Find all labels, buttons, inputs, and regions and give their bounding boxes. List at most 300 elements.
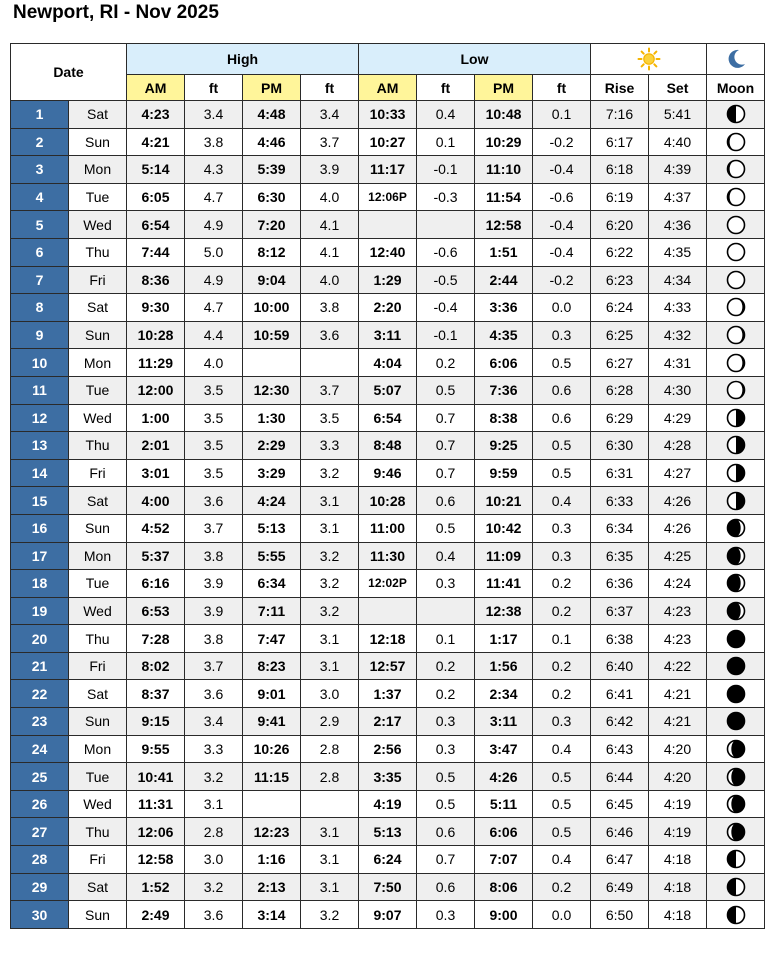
high-am-height: 3.2 xyxy=(185,763,243,791)
table-row xyxy=(11,818,765,846)
sunrise: 6:49 xyxy=(591,873,649,901)
high-am-ft-header: ft xyxy=(185,75,243,101)
moon-full-icon xyxy=(726,242,746,262)
high-pm-height: 3.3 xyxy=(301,432,359,460)
sunset: 4:20 xyxy=(649,735,707,763)
high-pm-height: 3.1 xyxy=(301,818,359,846)
low-pm-time: 9:59 xyxy=(475,459,533,487)
high-pm-height: 3.1 xyxy=(301,652,359,680)
high-am-time: 6:53 xyxy=(127,597,185,625)
sunset: 4:18 xyxy=(649,873,707,901)
low-am-height: 0.1 xyxy=(417,625,475,653)
table-row xyxy=(11,211,765,239)
low-pm-time: 9:00 xyxy=(475,901,533,929)
low-header: Low xyxy=(359,44,591,75)
high-pm-time: 5:55 xyxy=(243,542,301,570)
moon-waxing-crescent-icon xyxy=(726,794,746,814)
low-pm-height: 0.5 xyxy=(533,763,591,791)
low-am-time: 3:35 xyxy=(359,763,417,791)
low-am-time: 8:48 xyxy=(359,432,417,460)
sunrise: 6:22 xyxy=(591,238,649,266)
high-am-header: AM xyxy=(127,75,185,101)
date-number: 8 xyxy=(11,294,69,322)
low-pm-height: 0.5 xyxy=(533,818,591,846)
weekday: Sat xyxy=(69,101,127,129)
low-pm-time: 11:54 xyxy=(475,183,533,211)
moon-waning-crescent-icon xyxy=(726,573,746,593)
sunrise: 6:47 xyxy=(591,846,649,874)
sunset: 4:33 xyxy=(649,294,707,322)
sunrise: 6:38 xyxy=(591,625,649,653)
high-pm-height: 3.2 xyxy=(301,570,359,598)
low-am-height: 0.7 xyxy=(417,846,475,874)
sunrise: 6:17 xyxy=(591,128,649,156)
high-pm-height: 3.2 xyxy=(301,459,359,487)
sunrise: 6:35 xyxy=(591,542,649,570)
low-am-height: -0.6 xyxy=(417,238,475,266)
high-am-height: 3.4 xyxy=(185,101,243,129)
high-am-time: 6:05 xyxy=(127,183,185,211)
high-am-time: 4:00 xyxy=(127,487,185,515)
high-pm-time: 2:29 xyxy=(243,432,301,460)
high-am-height: 3.5 xyxy=(185,376,243,404)
low-pm-time: 1:17 xyxy=(475,625,533,653)
sunset: 4:18 xyxy=(649,846,707,874)
date-number: 22 xyxy=(11,680,69,708)
moon-waxing-crescent-icon xyxy=(726,739,746,759)
high-am-height: 3.4 xyxy=(185,708,243,736)
crescent-moon-icon xyxy=(725,48,747,70)
high-pm-height: 4.1 xyxy=(301,238,359,266)
sunset: 4:28 xyxy=(649,432,707,460)
high-am-time: 7:44 xyxy=(127,238,185,266)
table-row xyxy=(11,735,765,763)
low-am-height: 0.3 xyxy=(417,735,475,763)
high-am-time: 11:31 xyxy=(127,790,185,818)
high-pm-time: 5:39 xyxy=(243,156,301,184)
high-pm-time: 4:46 xyxy=(243,128,301,156)
high-am-time: 5:14 xyxy=(127,156,185,184)
weekday: Thu xyxy=(69,238,127,266)
weekday: Wed xyxy=(69,211,127,239)
sunrise: 6:50 xyxy=(591,901,649,929)
low-pm-height: -0.2 xyxy=(533,128,591,156)
low-pm-height: 0.3 xyxy=(533,321,591,349)
sunset: 5:41 xyxy=(649,101,707,129)
date-number: 26 xyxy=(11,790,69,818)
low-pm-time: 10:42 xyxy=(475,514,533,542)
date-number: 17 xyxy=(11,542,69,570)
low-pm-time: 1:56 xyxy=(475,652,533,680)
sunrise: 6:20 xyxy=(591,211,649,239)
high-pm-height: 3.4 xyxy=(301,101,359,129)
high-am-height: 3.5 xyxy=(185,404,243,432)
high-am-time: 1:52 xyxy=(127,873,185,901)
high-pm-height: 3.9 xyxy=(301,156,359,184)
moon-phase xyxy=(707,238,765,266)
high-pm-time: 10:26 xyxy=(243,735,301,763)
low-am-time xyxy=(359,211,417,239)
low-am-time: 11:00 xyxy=(359,514,417,542)
weekday: Sun xyxy=(69,321,127,349)
sunset: 4:23 xyxy=(649,597,707,625)
moon-waning-crescent-icon xyxy=(726,601,746,621)
high-am-time: 10:41 xyxy=(127,763,185,791)
sunrise: 6:44 xyxy=(591,763,649,791)
weekday: Sun xyxy=(69,514,127,542)
high-pm-time: 8:12 xyxy=(243,238,301,266)
low-am-height: 0.5 xyxy=(417,376,475,404)
sunrise: 6:40 xyxy=(591,652,649,680)
date-number: 28 xyxy=(11,846,69,874)
low-pm-height: 0.0 xyxy=(533,901,591,929)
low-pm-time: 12:58 xyxy=(475,211,533,239)
low-am-height: 0.3 xyxy=(417,901,475,929)
date-number: 24 xyxy=(11,735,69,763)
high-pm-height: 2.8 xyxy=(301,735,359,763)
high-am-height: 3.3 xyxy=(185,735,243,763)
table-row xyxy=(11,625,765,653)
weekday: Tue xyxy=(69,183,127,211)
weekday: Mon xyxy=(69,349,127,377)
date-number: 12 xyxy=(11,404,69,432)
weekday: Tue xyxy=(69,376,127,404)
high-am-time: 1:00 xyxy=(127,404,185,432)
table-row xyxy=(11,459,765,487)
high-am-height: 3.1 xyxy=(185,790,243,818)
low-pm-time: 9:25 xyxy=(475,432,533,460)
low-pm-height: 0.4 xyxy=(533,487,591,515)
low-pm-time: 8:06 xyxy=(475,873,533,901)
high-am-time: 2:01 xyxy=(127,432,185,460)
low-pm-time: 12:38 xyxy=(475,597,533,625)
high-am-time: 12:00 xyxy=(127,376,185,404)
moon-new-icon xyxy=(726,684,746,704)
sunrise: 6:18 xyxy=(591,156,649,184)
moon-phase xyxy=(707,156,765,184)
high-pm-time: 9:04 xyxy=(243,266,301,294)
low-pm-height: 0.5 xyxy=(533,432,591,460)
sunset: 4:18 xyxy=(649,901,707,929)
moon-phase xyxy=(707,625,765,653)
table-row xyxy=(11,266,765,294)
date-number: 21 xyxy=(11,652,69,680)
moon-phase xyxy=(707,294,765,322)
high-am-time: 6:54 xyxy=(127,211,185,239)
low-am-height: 0.5 xyxy=(417,763,475,791)
moon-waxing-gibbous-icon xyxy=(726,159,746,179)
low-am-height: 0.5 xyxy=(417,514,475,542)
high-am-height: 3.9 xyxy=(185,570,243,598)
low-am-height: 0.4 xyxy=(417,101,475,129)
low-pm-time: 2:34 xyxy=(475,680,533,708)
low-pm-header: PM xyxy=(475,75,533,101)
set-header: Set xyxy=(649,75,707,101)
low-am-time: 10:27 xyxy=(359,128,417,156)
high-pm-time: 1:30 xyxy=(243,404,301,432)
weekday: Sun xyxy=(69,901,127,929)
date-number: 20 xyxy=(11,625,69,653)
high-pm-time: 12:30 xyxy=(243,376,301,404)
table-row xyxy=(11,763,765,791)
high-am-height: 3.7 xyxy=(185,652,243,680)
low-pm-time: 11:10 xyxy=(475,156,533,184)
high-pm-time: 9:41 xyxy=(243,708,301,736)
low-am-time: 11:17 xyxy=(359,156,417,184)
sunset: 4:35 xyxy=(649,238,707,266)
high-am-height: 3.5 xyxy=(185,459,243,487)
low-am-time: 7:50 xyxy=(359,873,417,901)
low-am-height: 0.3 xyxy=(417,708,475,736)
high-am-height: 3.0 xyxy=(185,846,243,874)
weekday: Mon xyxy=(69,735,127,763)
low-am-time: 11:30 xyxy=(359,542,417,570)
low-am-height: 0.1 xyxy=(417,128,475,156)
high-pm-height xyxy=(301,349,359,377)
high-pm-height: 3.1 xyxy=(301,846,359,874)
high-pm-time: 3:14 xyxy=(243,901,301,929)
high-am-time: 3:01 xyxy=(127,459,185,487)
low-am-height: 0.4 xyxy=(417,542,475,570)
high-am-height: 4.9 xyxy=(185,266,243,294)
high-am-time: 4:21 xyxy=(127,128,185,156)
table-row xyxy=(11,349,765,377)
table-row xyxy=(11,376,765,404)
sunset: 4:21 xyxy=(649,708,707,736)
low-pm-height: 0.2 xyxy=(533,680,591,708)
sunrise: 6:25 xyxy=(591,321,649,349)
low-pm-time: 6:06 xyxy=(475,818,533,846)
sun-icon xyxy=(637,47,661,71)
low-am-height: 0.6 xyxy=(417,487,475,515)
low-pm-height: 0.6 xyxy=(533,376,591,404)
high-pm-height: 3.1 xyxy=(301,514,359,542)
sunset: 4:24 xyxy=(649,570,707,598)
moon-phase xyxy=(707,128,765,156)
high-pm-height: 2.8 xyxy=(301,763,359,791)
sunrise: 6:19 xyxy=(591,183,649,211)
sunset: 4:31 xyxy=(649,349,707,377)
moon-full-icon xyxy=(726,215,746,235)
low-pm-height: 0.4 xyxy=(533,846,591,874)
moon-phase xyxy=(707,680,765,708)
moon-new-icon xyxy=(726,629,746,649)
high-am-height: 3.9 xyxy=(185,597,243,625)
high-am-height: 3.5 xyxy=(185,432,243,460)
moon-new-icon xyxy=(726,656,746,676)
low-pm-height: -0.6 xyxy=(533,183,591,211)
high-pm-time: 9:01 xyxy=(243,680,301,708)
high-pm-time: 10:59 xyxy=(243,321,301,349)
sunset: 4:40 xyxy=(649,128,707,156)
low-am-height: 0.2 xyxy=(417,680,475,708)
tide-rows xyxy=(11,101,765,929)
low-am-height: 0.7 xyxy=(417,459,475,487)
low-pm-height: -0.4 xyxy=(533,211,591,239)
low-pm-height: 0.5 xyxy=(533,459,591,487)
low-am-time: 12:57 xyxy=(359,652,417,680)
sunset: 4:22 xyxy=(649,652,707,680)
table-row xyxy=(11,514,765,542)
sunset: 4:30 xyxy=(649,376,707,404)
moon-phase xyxy=(707,846,765,874)
table-row xyxy=(11,873,765,901)
high-pm-time xyxy=(243,790,301,818)
high-am-height: 3.6 xyxy=(185,680,243,708)
low-am-time: 1:37 xyxy=(359,680,417,708)
high-am-time: 9:30 xyxy=(127,294,185,322)
high-pm-ft-header: ft xyxy=(301,75,359,101)
high-am-height: 3.7 xyxy=(185,514,243,542)
moon-waning-gibbous-icon xyxy=(726,325,746,345)
table-row xyxy=(11,487,765,515)
date-number: 16 xyxy=(11,514,69,542)
sunrise: 6:46 xyxy=(591,818,649,846)
weekday: Thu xyxy=(69,625,127,653)
high-pm-time: 6:34 xyxy=(243,570,301,598)
sunrise: 6:28 xyxy=(591,376,649,404)
moon-phase xyxy=(707,873,765,901)
table-row xyxy=(11,101,765,129)
low-pm-ft-header: ft xyxy=(533,75,591,101)
low-pm-height: 0.3 xyxy=(533,514,591,542)
low-pm-time: 10:48 xyxy=(475,101,533,129)
sun-header xyxy=(591,44,707,75)
moon-phase xyxy=(707,901,765,929)
low-pm-time: 11:41 xyxy=(475,570,533,598)
low-am-time: 1:29 xyxy=(359,266,417,294)
high-am-time: 12:06 xyxy=(127,818,185,846)
low-am-time: 9:07 xyxy=(359,901,417,929)
low-pm-time: 10:29 xyxy=(475,128,533,156)
high-pm-time: 4:24 xyxy=(243,487,301,515)
high-am-height: 2.8 xyxy=(185,818,243,846)
date-number: 4 xyxy=(11,183,69,211)
high-am-height: 4.7 xyxy=(185,294,243,322)
high-am-height: 3.8 xyxy=(185,128,243,156)
sunrise: 6:36 xyxy=(591,570,649,598)
high-am-time: 8:02 xyxy=(127,652,185,680)
low-am-time: 12:18 xyxy=(359,625,417,653)
sunrise: 6:34 xyxy=(591,514,649,542)
moon-phase xyxy=(707,570,765,598)
moon-phase xyxy=(707,763,765,791)
weekday: Tue xyxy=(69,570,127,598)
table-row xyxy=(11,652,765,680)
high-pm-time: 5:13 xyxy=(243,514,301,542)
weekday: Mon xyxy=(69,156,127,184)
moon-phase xyxy=(707,404,765,432)
low-am-height: 0.6 xyxy=(417,818,475,846)
table-row xyxy=(11,901,765,929)
high-am-height: 3.8 xyxy=(185,625,243,653)
low-am-header: AM xyxy=(359,75,417,101)
high-pm-height: 3.1 xyxy=(301,487,359,515)
sunrise: 6:27 xyxy=(591,349,649,377)
low-am-time: 6:54 xyxy=(359,404,417,432)
low-pm-time: 4:26 xyxy=(475,763,533,791)
low-pm-height: 0.2 xyxy=(533,873,591,901)
table-row xyxy=(11,790,765,818)
moon-first-quarter-icon xyxy=(726,905,746,925)
moon-waning-crescent-icon xyxy=(726,518,746,538)
moon-last-quarter-icon xyxy=(726,491,746,511)
low-pm-time: 3:11 xyxy=(475,708,533,736)
date-number: 6 xyxy=(11,238,69,266)
low-pm-height: 0.4 xyxy=(533,735,591,763)
date-number: 29 xyxy=(11,873,69,901)
date-number: 2 xyxy=(11,128,69,156)
low-am-time: 10:33 xyxy=(359,101,417,129)
date-number: 5 xyxy=(11,211,69,239)
table-row xyxy=(11,597,765,625)
date-number: 18 xyxy=(11,570,69,598)
low-pm-height: 0.0 xyxy=(533,294,591,322)
high-am-height: 3.8 xyxy=(185,542,243,570)
moon-phase xyxy=(707,597,765,625)
sunrise: 6:45 xyxy=(591,790,649,818)
high-am-height: 4.4 xyxy=(185,321,243,349)
moon-phase xyxy=(707,266,765,294)
low-pm-height: 0.3 xyxy=(533,708,591,736)
low-am-height: -0.5 xyxy=(417,266,475,294)
low-pm-time: 7:36 xyxy=(475,376,533,404)
sunset: 4:32 xyxy=(649,321,707,349)
low-am-time: 6:24 xyxy=(359,846,417,874)
sunrise: 7:16 xyxy=(591,101,649,129)
sunset: 4:26 xyxy=(649,514,707,542)
weekday: Sat xyxy=(69,680,127,708)
low-am-time: 12:02P xyxy=(359,570,417,598)
moon-last-quarter-icon xyxy=(726,435,746,455)
date-number: 27 xyxy=(11,818,69,846)
high-pm-time: 2:13 xyxy=(243,873,301,901)
low-am-height: 0.2 xyxy=(417,652,475,680)
low-pm-height: -0.4 xyxy=(533,156,591,184)
high-pm-height: 4.0 xyxy=(301,183,359,211)
table-row xyxy=(11,238,765,266)
high-am-time: 12:58 xyxy=(127,846,185,874)
low-am-time: 3:11 xyxy=(359,321,417,349)
page-title: Newport, RI - Nov 2025 xyxy=(13,2,219,23)
date-number: 30 xyxy=(11,901,69,929)
low-pm-height: 0.2 xyxy=(533,652,591,680)
date-number: 19 xyxy=(11,597,69,625)
high-am-time: 4:23 xyxy=(127,101,185,129)
high-am-height: 5.0 xyxy=(185,238,243,266)
high-am-time: 10:28 xyxy=(127,321,185,349)
rise-header: Rise xyxy=(591,75,649,101)
table-row xyxy=(11,542,765,570)
moon-waxing-gibbous-icon xyxy=(726,132,746,152)
sunset: 4:19 xyxy=(649,790,707,818)
weekday: Sun xyxy=(69,708,127,736)
low-am-height: 0.6 xyxy=(417,873,475,901)
high-pm-height: 3.1 xyxy=(301,625,359,653)
low-am-time: 5:13 xyxy=(359,818,417,846)
table-row xyxy=(11,846,765,874)
low-am-time: 2:56 xyxy=(359,735,417,763)
moon-phase xyxy=(707,376,765,404)
sunrise: 6:37 xyxy=(591,597,649,625)
low-pm-height: 0.1 xyxy=(533,625,591,653)
sunrise: 6:30 xyxy=(591,432,649,460)
moon-phase xyxy=(707,487,765,515)
low-am-height: 0.7 xyxy=(417,432,475,460)
date-number: 11 xyxy=(11,376,69,404)
date-number: 13 xyxy=(11,432,69,460)
low-am-height xyxy=(417,597,475,625)
